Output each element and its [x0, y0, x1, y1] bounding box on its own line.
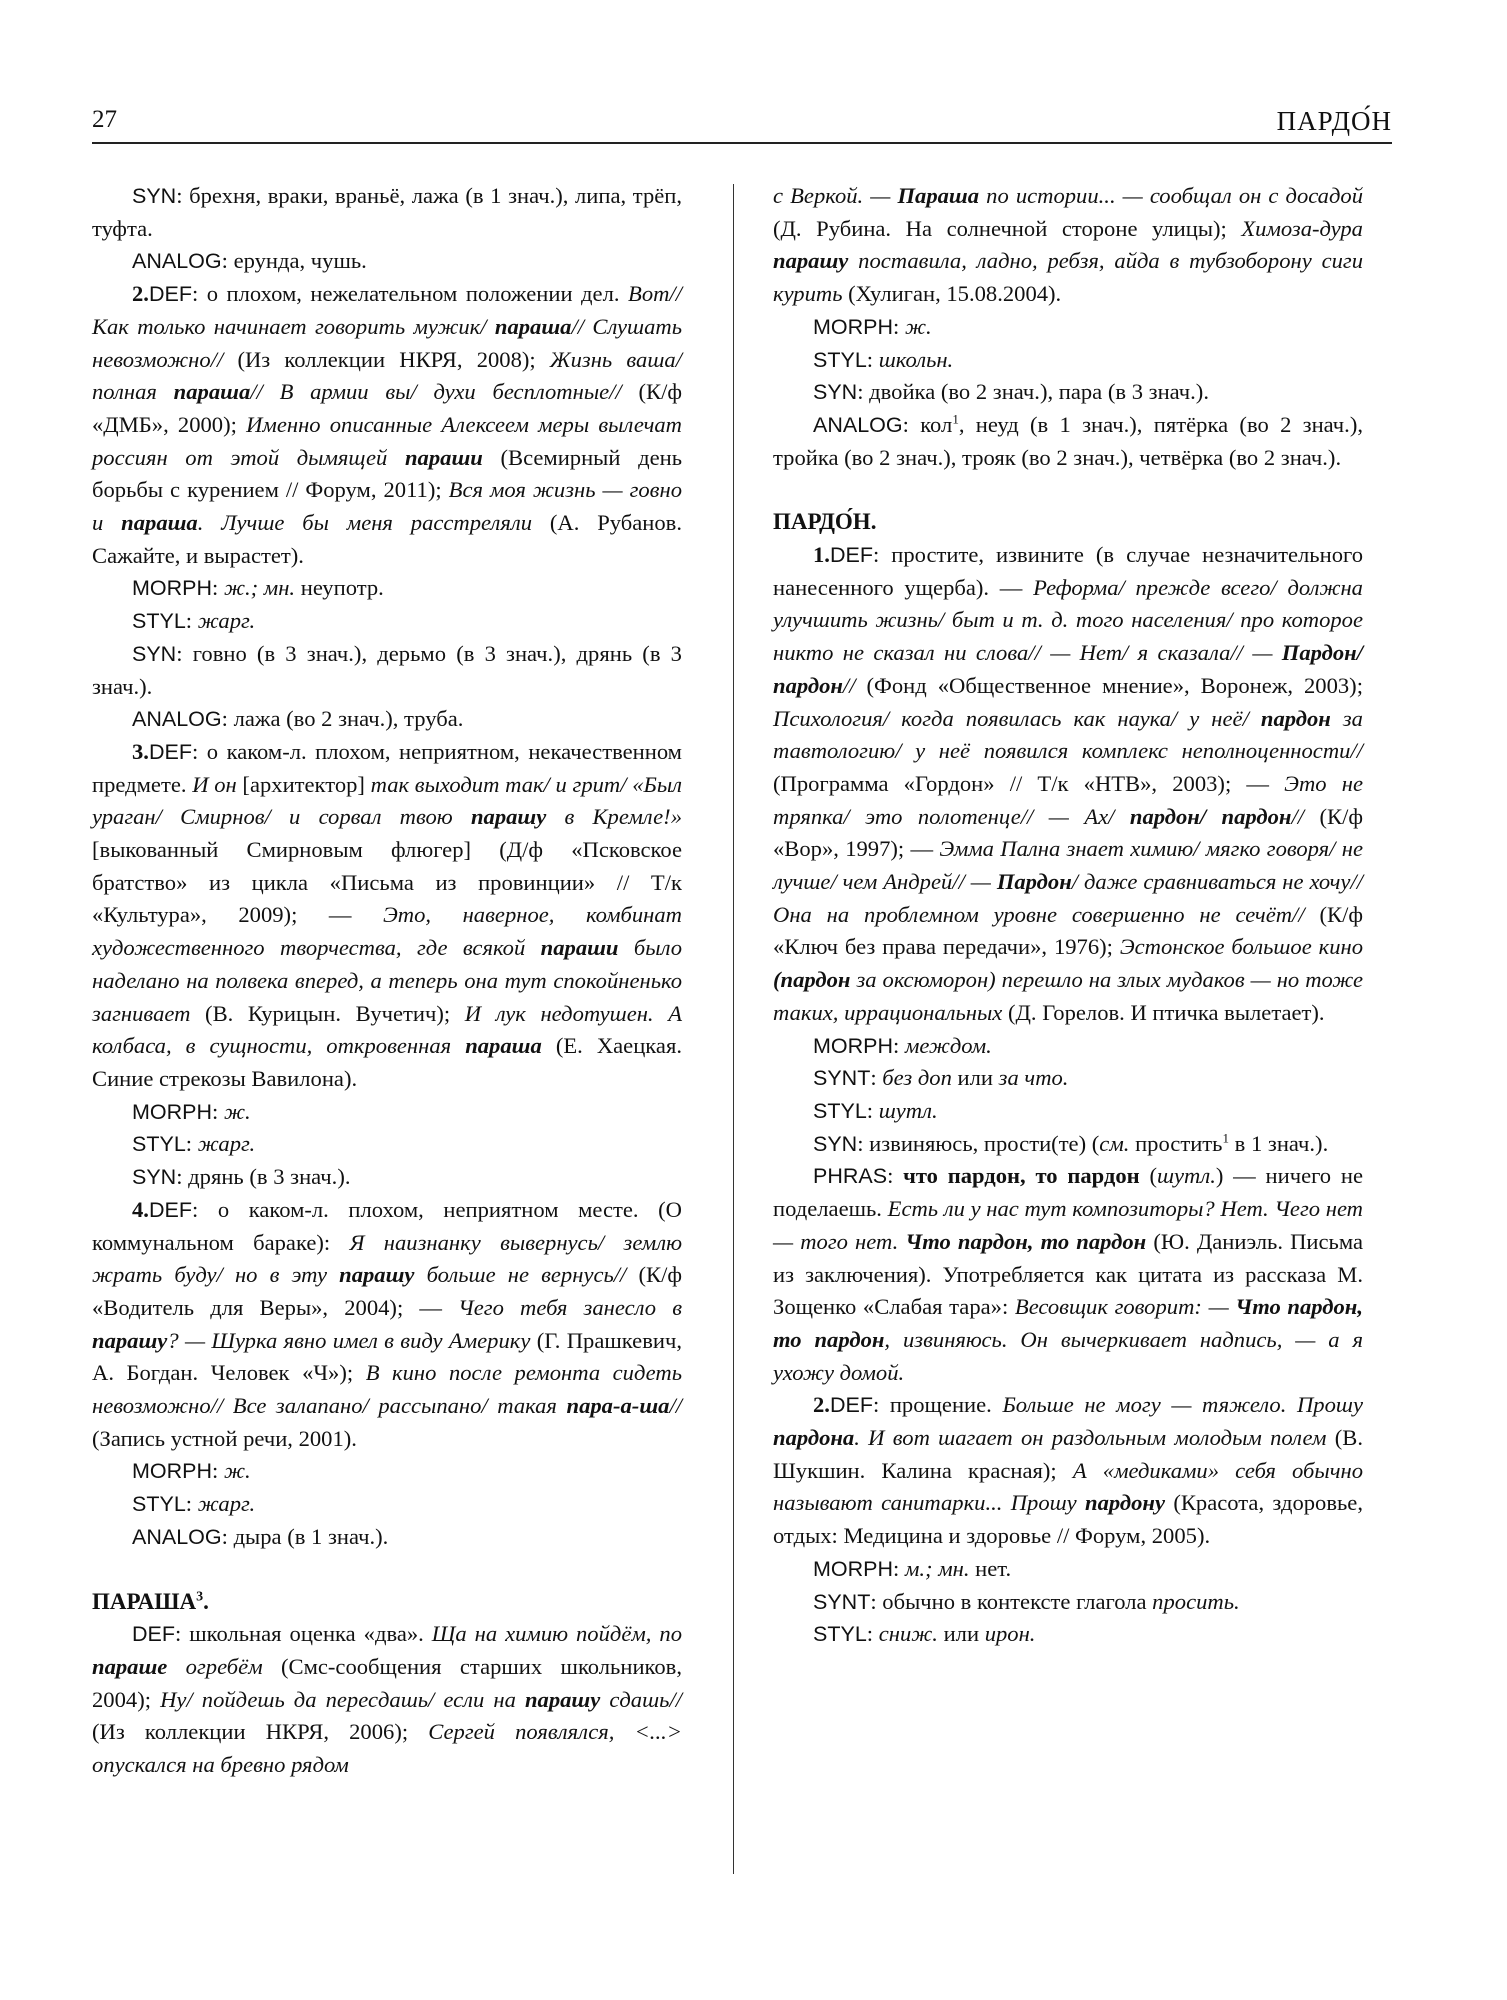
entry-paragraph: MORPH: ж.	[813, 313, 932, 339]
field-label: STYL	[132, 1492, 186, 1517]
entry-paragraph: STYL: сниж. или ирон.	[813, 1621, 1036, 1647]
field-label: MORPH	[813, 1556, 894, 1581]
italic-run: без доп	[882, 1065, 952, 1091]
italic-run: Чего тебя занесло в	[458, 1294, 682, 1320]
italic-run: в Кремле!»	[564, 804, 683, 830]
italic-run: А «медиками» себя обычно называют санитарки... Прошу	[773, 1457, 1363, 1516]
text-run: неупотр.	[300, 575, 384, 601]
text-run: или	[943, 1621, 980, 1647]
field-label: DEF	[829, 1393, 873, 1418]
entry-paragraph: ANALOG: ерунда, чушь.	[132, 248, 367, 274]
text-run: нет.	[975, 1555, 1012, 1581]
keyword: параши	[404, 444, 483, 470]
italic-run: . Лучше бы меня расстреляли	[197, 510, 533, 536]
field-label: ANALOG	[132, 249, 222, 274]
page-number: 27	[92, 106, 117, 133]
italic-run: //	[842, 672, 856, 698]
text-run: о каком-л. плохом, неприятном месте. (О коммунальном бараке):	[92, 1196, 682, 1255]
field-label: ANALOG	[132, 1524, 222, 1549]
field-label: SYN	[132, 641, 177, 666]
keyword: параше	[92, 1653, 168, 1679]
keyword: парашу	[773, 248, 849, 274]
entry-paragraph: 3.DEF: о каком-л. плохом, неприятном, некачественном предмете. И он [архитектор] так выходит так/ и грит/ «Был ураган/ Смирнов/ и сорвал твою парашу в Кремле!» [выкованный Смирновым флюгер] (Д/ф «Псковское братство» из цикла «Письма из провинции» // Т/к «Культура», 2009); — Это, наверное, комбинат художественного творчества, где всякой параши было наделано на полвека вперед, а теперь она тут спокойненько загнивает (В. Курицын. Вучетич); И лук недотушен. А колбаса, в сущности, откровенная параша (Е. Хаецкая. Синие стрекозы Вавилона).	[92, 738, 683, 1091]
text-run: (Ю. Даниэль. Письма из заключения). Употребляется как цитата из рассказа М. Зощенко «Слабая тара»:	[773, 1228, 1363, 1320]
italic-run: Есть ли у нас тут композиторы? Нет. Чего нет — того нет.	[773, 1196, 1364, 1254]
header-rule	[92, 142, 1392, 144]
entry-paragraph: STYL: жарг.	[132, 1131, 256, 1157]
italic-run: Жизнь ваша/ полная	[92, 346, 682, 405]
sense-number: 1.	[813, 542, 830, 568]
running-head: ПАРДО́Н	[1276, 106, 1392, 136]
headword-text: ПАРДО́Н	[773, 509, 871, 535]
entry-paragraph: MORPH: м.; мн. нет.	[813, 1555, 1012, 1581]
text-run: извиняюсь, прости(те) (	[869, 1130, 1100, 1156]
italic-run: Весовщик говорит: —	[1014, 1294, 1229, 1320]
headword-period: .	[870, 509, 877, 535]
page-header	[92, 106, 1392, 146]
entry-paragraph: MORPH: ж.	[132, 1098, 251, 1124]
italic-run: сниж.	[878, 1621, 938, 1647]
field-label: ANALOG	[813, 412, 903, 437]
text-run: простить	[1135, 1130, 1223, 1156]
field-label: SYN	[132, 184, 177, 208]
entry-paragraph: ANALOG: лажа (во 2 знач.), труба.	[132, 706, 464, 732]
entry-paragraph: ANALOG: кол$^1$, неуд (в 1 знач.), пятёрка (во 2 знач.), тройка (во 2 знач.), трояк (во 2 знач.), четвёрка (во 2 знач.).	[773, 411, 1363, 470]
column-divider	[733, 184, 734, 1874]
sense-number: 2.	[813, 1392, 830, 1418]
entry-paragraph: SYN: извиняюсь, прости(те) (см. простить$^1$ в 1 знач.).	[813, 1130, 1329, 1156]
entry-paragraph: SYN: брехня, враки, враньё, лажа (в 1 знач.), липа, трёп, туфта.	[92, 183, 683, 241]
superscript: 1	[952, 411, 959, 427]
text-run: простите, извините (в случае незначительного нанесенного ущерба). —	[773, 542, 1363, 600]
text-run: (К/ф «Водитель для Веры», 2004); —	[92, 1262, 682, 1320]
italic-run: за что.	[998, 1065, 1069, 1091]
text-run: , неуд (в 1 знач.), пятёрка (во 2 знач.), тройка (во 2 знач.), трояк (во 2 знач.), четвёрка (во 2 знач.).	[773, 411, 1363, 470]
entry-paragraph: MORPH: междом.	[813, 1032, 992, 1058]
entry-paragraph	[773, 180, 1363, 311]
text-run: кол	[920, 411, 953, 437]
entry-paragraph: STYL: жарг.	[132, 1491, 256, 1517]
field-label: MORPH	[132, 1099, 213, 1124]
text-run: (В. Шукшин. Калина красная);	[773, 1425, 1363, 1483]
italic-run: шутл.	[1156, 1163, 1216, 1189]
bold-run: что пардон, то пардон	[903, 1163, 1140, 1189]
entry-paragraph: SYNT: обычно в контексте глагола просить.	[813, 1588, 1240, 1614]
keyword: пардон	[1260, 705, 1331, 731]
text-run: ) — ничего не поделаешь.	[773, 1163, 1363, 1222]
keyword: параша	[173, 379, 251, 405]
field-label: ANALOG	[132, 707, 222, 732]
italic-run: шутл.	[878, 1097, 938, 1123]
entry-paragraph: MORPH: ж.	[132, 1458, 251, 1484]
italic-run: жарг.	[197, 1491, 256, 1517]
field-label: MORPH	[132, 1459, 213, 1484]
entry-paragraph: SYN: двойка (во 2 знач.), пара (в 3 знач.).	[813, 379, 1209, 405]
text-run: (А. Рубанов. Сажайте, и вырастет).	[92, 510, 683, 568]
italic-run: . И вот шагает он раздольным молодым полем	[854, 1425, 1327, 1451]
sense-number: 3.	[132, 738, 149, 764]
text-run: (Красота, здоровье, отдых: Медицина и здоровье // Форум, 2005).	[773, 1490, 1363, 1549]
text-run: прощение.	[889, 1392, 992, 1418]
text-run: (Г. Прашкевич, А. Богдан. Человек «Ч»);	[92, 1327, 682, 1386]
text-run: школьная оценка «два».	[189, 1621, 424, 1647]
keyword: пара-а-ша	[566, 1393, 670, 1419]
italic-run: //	[1291, 803, 1305, 829]
keyword: парашу	[470, 804, 547, 830]
right-column	[773, 180, 1363, 1651]
keyword: (пардон	[773, 967, 851, 993]
italic-run: Это не тряпка/ это полотенце// — Ах/	[773, 770, 1363, 829]
italic-run: И он	[192, 771, 237, 797]
italic-run: см.	[1099, 1130, 1130, 1156]
headword-text: ПАРАША	[92, 1588, 197, 1614]
left-column	[92, 180, 682, 1782]
entry-paragraph: STYL: школьн.	[813, 346, 954, 372]
entry-paragraph: 4.DEF: о каком-л. плохом, неприятном месте. (О коммунальном бараке): Я наизнанку вывернусь/ землю жрать буду/ но в эту парашу больше не вернусь// (К/ф «Водитель для Веры», 2004); — Чего тебя занесло в парашу? — Шурка явно имел в виду Америку (Г. Прашкевич, А. Богдан. Человек «Ч»); В кино после ремонта сидеть невозможно// Все залапано/ рассыпано/ такая пара-а-ша// (Запись устной речи, 2001).	[92, 1196, 683, 1451]
keyword: Что пардон, то пардон	[773, 1294, 1363, 1352]
italic-run: огребём	[185, 1653, 263, 1679]
text-run: о каком-л. плохом, неприятном, некачественном предмете.	[92, 738, 682, 797]
field-label: MORPH	[813, 314, 894, 339]
italic-run: Психология/ когда появилась как наука/ у неё/	[773, 705, 1249, 731]
italic-run: / даже сравниваться не хочу// Она на проблемном уровне совершенно не сечёт//	[773, 869, 1363, 927]
text-run: (	[1149, 1163, 1157, 1189]
italic-run: по истории... — сообщал он с досадой	[986, 183, 1363, 208]
field-label: STYL	[813, 1098, 867, 1123]
text-run: [выкованный Смирновым флюгер] (Д/ф «Псковское братство» из цикла «Письма из провинции» // Т/к «Культура», 2009); —	[92, 837, 682, 928]
text-run: (К/ф «ДМБ», 2000);	[92, 379, 682, 437]
keyword: параша	[465, 1033, 542, 1059]
entry-paragraph: MORPH: ж.; мн. неупотр.	[132, 575, 384, 601]
field-label: STYL	[813, 347, 867, 372]
field-label: SYN	[132, 1165, 177, 1190]
keyword: Пардон	[996, 869, 1072, 895]
field-label: DEF	[148, 739, 192, 764]
text-run: (В. Курицын. Вучетич);	[205, 1000, 451, 1026]
text-run: (Фонд «Общественное мнение», Воронеж, 2003);	[866, 672, 1363, 698]
italic-run: междом.	[904, 1032, 992, 1058]
field-label: STYL	[132, 609, 186, 634]
field-label: SYN	[813, 380, 858, 405]
keyword: пардону	[1085, 1490, 1165, 1516]
italic-run: Эмма Пална знает химию/ мягко говоря/ не лучше/ чем Андрей// —	[773, 836, 1363, 895]
text-run: (Программа «Гордон» // Т/к «НТВ», 2003); —	[773, 770, 1269, 796]
italic-run: Ща на химию пойдём, по	[431, 1621, 682, 1647]
text-run: (Из коллекции НКРЯ, 2008);	[237, 346, 536, 372]
entry-paragraph: STYL: шутл.	[813, 1097, 938, 1123]
italic-run: м.; мн.	[904, 1555, 970, 1581]
italic-run: // В армии вы/ духи бесплотные//	[250, 379, 622, 405]
keyword: пардона	[773, 1425, 855, 1451]
text-run: (Из коллекции НКРЯ, 2006);	[92, 1719, 409, 1745]
keyword: пардон/ пардон	[1129, 803, 1292, 829]
text-run: или	[957, 1065, 993, 1091]
field-label: SYN	[813, 1131, 858, 1156]
field-label: STYL	[813, 1622, 867, 1647]
text-run: (К/ф «Вор», 1997); —	[773, 803, 1364, 862]
text-run: говно (в 3 знач.), дерьмо (в 3 знач.), дрянь (в 3 знач.).	[92, 640, 682, 699]
homonym-number: 3	[196, 1588, 204, 1604]
entry-paragraph: SYNT: без доп или за что.	[813, 1065, 1069, 1091]
text-run: (Е. Хаецкая. Синие стрекозы Вавилона).	[92, 1033, 682, 1091]
keyword: парашу	[339, 1262, 415, 1288]
italic-run: В кино после ремонта сидеть невозможно// Все залапано/ рассыпано/ такая	[92, 1360, 683, 1419]
italic-run: //	[669, 1393, 682, 1419]
text-run: брехня, враки, враньё, лажа (в 1 знач.), липа, трёп, туфта.	[92, 183, 683, 241]
italic-run: с Веркой. —	[773, 183, 891, 208]
text-run: (Д. Горелов. И птичка вылетает).	[1008, 999, 1325, 1025]
entry-paragraph: SYN: дрянь (в 3 знач.).	[132, 1164, 351, 1190]
italic-run: Химоза-дура	[1241, 215, 1363, 241]
text-run: в 1 знач.).	[1234, 1130, 1329, 1156]
keyword: парашу	[92, 1327, 168, 1353]
italic-run: поставила, ладно, ребзя, айда в тубзоборону сиги курить	[773, 248, 1364, 307]
italic-run: Реформа/ прежде всего/ должна улучшить жизнь/ быт и т. д. того населения/ про которое никто не сказал ни слова// — Нет/ я сказала// —	[773, 574, 1363, 666]
italic-run: И лук недотушен. А колбаса, в сущности, откровенная	[92, 1000, 682, 1059]
text-run: лажа (во 2 знач.), труба.	[233, 706, 464, 732]
text-run: о плохом, нежелательном положении дел.	[206, 281, 620, 307]
sense-number: 4.	[132, 1196, 149, 1222]
italic-run: Эстонское большое кино	[1119, 934, 1363, 960]
italic-run: Больше не могу — тяжело. Прошу	[1002, 1392, 1363, 1418]
italic-run: жарг.	[197, 608, 256, 634]
italic-run: за оксюморон) перешло на злых мудаков — но тоже таких, иррациональных	[773, 967, 1363, 1025]
field-label: STYL	[132, 1132, 186, 1157]
text-run: обычно в контексте глагола	[882, 1588, 1147, 1614]
keyword: парашу	[524, 1686, 601, 1712]
italic-run: // Слушать невозможно//	[92, 313, 682, 372]
italic-run: ирон.	[984, 1621, 1036, 1647]
entry-paragraph: DEF: школьная оценка «два». Ща на химию пойдём, по параше огребём (Смс-сообщения старших школьников, 2004); Ну/ пойдешь да пересдашь/ если на парашу сдашь// (Из коллекции НКРЯ, 2006); Сергей появлялся, <...> опускался на бревно рядом	[92, 1621, 682, 1778]
italic-run: Это, наверное, комбинат художественного творчества, где всякой	[92, 902, 682, 961]
keyword: Параша	[897, 183, 980, 208]
italic-run: Я наизнанку вывернусь/ землю жрать буду/ но в эту	[92, 1229, 682, 1288]
entry-paragraph: SYN: говно (в 3 знач.), дерьмо (в 3 знач.), дрянь (в 3 знач.).	[92, 640, 682, 699]
sense-number: 2.	[132, 281, 149, 307]
text-run: (Хулиган, 15.08.2004).	[848, 281, 1062, 307]
keyword: Что пардон, то пардон	[905, 1228, 1147, 1254]
italic-run: ? — Шурка явно имел в виду Америку	[167, 1327, 531, 1353]
field-label: SYNT	[813, 1589, 871, 1614]
italic-run: школьн.	[878, 346, 954, 372]
entry-paragraph: 1.DEF: простите, извините (в случае незначительного нанесенного ущерба). — Реформа/ прежде всего/ должна улучшить жизнь/ быт и т. д. того населения/ про которое никто не сказал ни слова// — Нет/ я сказала// — Пардон/ пардон// (Фонд «Общественное мнение», Воронеж, 2003); Психология/ когда появилась как наука/ у неё/ пардон за тавтологию/ у неё появился комплекс неполноценности// (Программа «Гордон» // Т/к «НТВ», 2003); — Это не тряпка/ это полотенце// — Ах/ пардон/ пардон// (К/ф «Вор», 1997); — Эмма Пална знает химию/ мягко говоря/ не лучше/ чем Андрей// — Пардон/ даже сравниваться не хочу// Она на проблемном уровне совершенно не сечёт// (К/ф «Ключ без права передачи», 1976); Эстонское большое кино (пардон за оксюморон) перешло на злых мудаков — но тоже таких, иррациональных (Д. Горелов. И птичка вылетает).	[773, 542, 1364, 1025]
keyword: параша	[121, 510, 198, 536]
italic-run: ж.	[904, 313, 932, 339]
entry-headword	[773, 506, 1363, 539]
text-run: дрянь (в 3 знач.).	[188, 1164, 351, 1190]
field-label: PHRAS	[813, 1164, 888, 1189]
headword-period: .	[203, 1588, 209, 1614]
italic-run: , извиняюсь. Он вычеркивает надпись, — а я ухожу домой.	[773, 1326, 1363, 1385]
text-run: ерунда, чушь.	[233, 248, 367, 274]
italic-run: Ну/ пойдешь да пересдашь/ если на	[160, 1686, 516, 1712]
italic-run: так выходит так/ и грит/ «Был ураган/ Смирнов/ и сорвал твою	[92, 771, 682, 830]
text-run: (Запись устной речи, 2001).	[92, 1425, 357, 1451]
text-run: (К/ф «Ключ без права передачи», 1976);	[773, 901, 1363, 960]
entry-paragraph: ANALOG: дыра (в 1 знач.).	[132, 1523, 389, 1549]
keyword: параши	[540, 935, 619, 961]
text-run: (Смс-сообщения старших школьников, 2004);	[92, 1653, 682, 1712]
italic-run: жарг.	[197, 1131, 256, 1157]
italic-run: больше не вернусь//	[426, 1262, 627, 1288]
field-label: DEF	[148, 1197, 192, 1222]
text-run: (Всемирный день борьбы с курением // Форум, 2011);	[92, 444, 682, 503]
italic-run: ж.	[223, 1098, 251, 1124]
italic-run: ж.	[223, 1458, 251, 1484]
italic-run: просить.	[1152, 1588, 1240, 1614]
italic-run: ж.; мн.	[223, 575, 296, 601]
field-label: DEF	[829, 543, 873, 568]
text-run: (Д. Рубина. На солнечной стороне улицы);	[773, 215, 1227, 241]
text-run: двойка (во 2 знач.), пара (в 3 знач.).	[869, 379, 1209, 405]
italic-run: было наделано на полвека вперед, а теперь она тут спокойненько загнивает	[92, 935, 682, 1026]
italic-run: Сергей появлялся, <...> опускался на бревно рядом	[92, 1719, 682, 1778]
field-label: SYNT	[813, 1066, 871, 1091]
entry-paragraph: STYL: жарг.	[132, 608, 256, 634]
entry-paragraph: PHRAS: что пардон, то пардон (шутл.) — ничего не поделаешь. Есть ли у нас тут композиторы? Нет. Чего нет — того нет. Что пардон, то пардон (Ю. Даниэль. Письма из заключения). Употребляется как цитата из рассказа М. Зощенко «Слабая тара»: Весовщик говорит: — Что пардон, то пардон, извиняюсь. Он вычеркивает надпись, — а я ухожу домой.	[773, 1163, 1364, 1385]
field-label: MORPH	[132, 576, 213, 601]
keyword: параша	[494, 313, 572, 339]
entry-paragraph: 2.DEF: прощение. Больше не могу — тяжело. Прошу пардона. И вот шагает он раздольным молодым полем (В. Шукшин. Калина красная); А «медиками» себя обычно называют санитарки... Прошу пардону (Красота, здоровье, отдых: Медицина и здоровье // Форум, 2005).	[773, 1392, 1363, 1549]
italic-run: за тавтологию/ у неё появился комплекс неполноценности//	[773, 705, 1363, 764]
text-run: дыра (в 1 знач.).	[233, 1523, 389, 1549]
superscript: 1	[1222, 1130, 1229, 1146]
italic-run: Именно описанные Алексеем меры вылечат россиян от этой дымящей	[92, 411, 682, 470]
entry-paragraph: 2.DEF: о плохом, нежелательном положении дел. Вот// Как только начинает говорить мужик/ параша// Слушать невозможно// (Из коллекции НКРЯ, 2008); Жизнь ваша/ полная параша// В армии вы/ духи бесплотные// (К/ф «ДМБ», 2000); Именно описанные Алексеем меры вылечат россиян от этой дымящей параши (Всемирный день борьбы с курением // Форум, 2011); Вся моя жизнь — говно и параша. Лучше бы меня расстреляли (А. Рубанов. Сажайте, и вырастет).	[92, 281, 683, 568]
field-label: DEF	[148, 282, 192, 307]
italic-run: Вся моя жизнь — говно и	[92, 477, 682, 536]
italic-run: сдашь//	[609, 1686, 682, 1712]
entry-headword	[92, 1586, 682, 1619]
text-run: [архитектор]	[242, 771, 365, 797]
italic-run: Вот// Как только начинает говорить мужик/	[92, 281, 682, 339]
field-label: MORPH	[813, 1033, 894, 1058]
keyword: Пардон/ пардон	[773, 640, 1363, 698]
field-label: DEF	[132, 1622, 175, 1647]
